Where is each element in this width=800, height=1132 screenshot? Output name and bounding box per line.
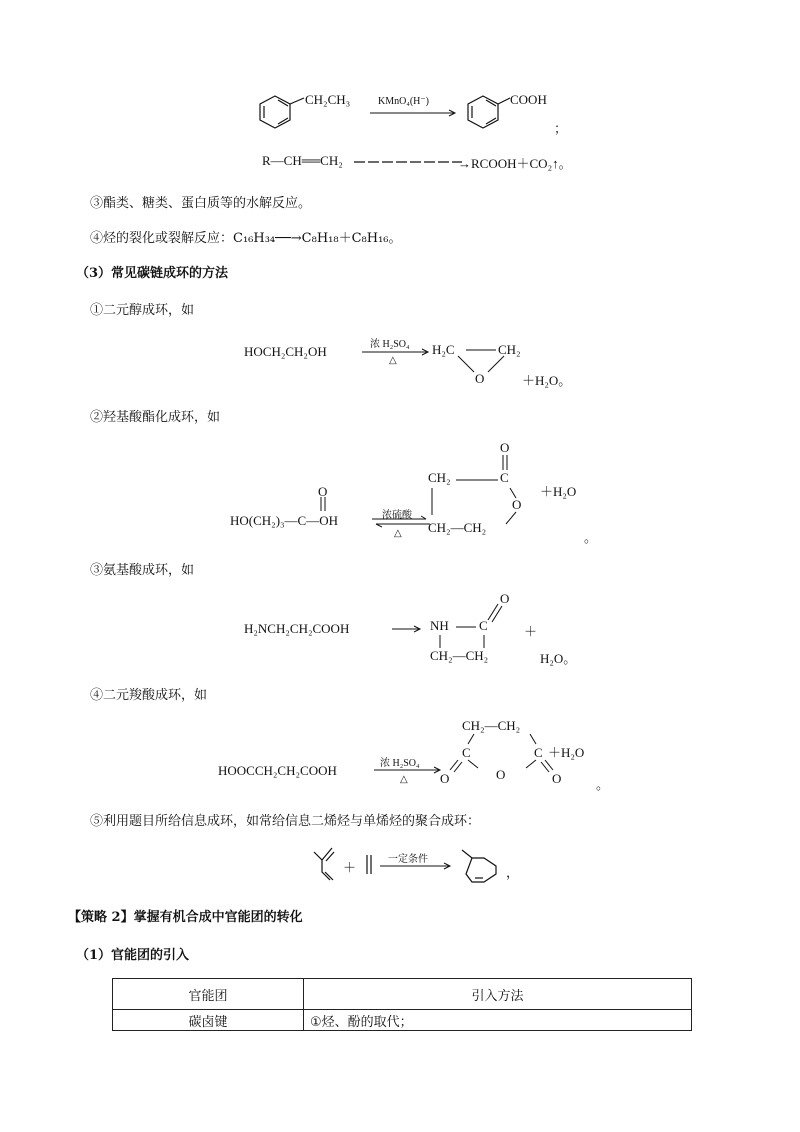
table-row <box>113 1010 692 1031</box>
rx4-ring-oxygen: O <box>496 767 506 782</box>
rx4-period: 。 <box>596 777 610 792</box>
alkene-structure <box>367 855 371 874</box>
carboxyl-group: COOH <box>510 92 547 107</box>
method-3-aminoacid: ③氨基酸成环，如 <box>90 563 195 578</box>
rx1-ring-oxygen: O <box>475 371 485 386</box>
rx2-reagent: 浓硫酸 <box>382 510 412 521</box>
alkene-products: →RCOOH＋CO₂↑。 <box>458 156 572 171</box>
table-header: 引入方法 <box>304 979 692 1010</box>
table-header-row <box>113 979 692 1010</box>
rx4-ring-carbon-right: C <box>534 745 543 760</box>
rx2-reactant: HO(CH₂)₃—C—OH <box>230 513 339 528</box>
item-cracking: ④烃的裂化或裂解反应：C₁₆H₃₄──→C₈H₁₈＋C₈H₁₆。 <box>90 231 402 246</box>
method-2-hydroxyacid: ②羟基酸酯化成环，如 <box>90 410 221 425</box>
rx2-water: ＋H₂O <box>540 484 577 499</box>
rx2-heat: △ <box>394 528 402 539</box>
oxidant-label: KMnO₄(H⁻) <box>378 96 429 107</box>
method-1-diol: ①二元醇成环，如 <box>90 303 195 318</box>
rx3-plus: ＋ <box>524 624 538 639</box>
rx2-ring-ch2-bottom: CH₂—CH₂ <box>428 520 487 535</box>
rx3-ring-nh: NH <box>430 618 449 633</box>
method-5-diels-alder: ⑤利用题目所给信息成环，如常给信息二烯烃与单烯烃的聚合成环： <box>90 814 481 829</box>
rx2-ring-oxygen: O <box>512 497 522 512</box>
alkene-reactant: R—CH══CH₂ <box>262 153 343 168</box>
rx4-ring-carbon-left: C <box>462 745 471 760</box>
rx2-ring-ch2-top: CH₂ <box>428 470 451 485</box>
rx2-carbonyl-o: O <box>318 484 328 499</box>
rx1-ring-c-left: H₂C <box>432 342 455 357</box>
cyclohexene-product <box>462 850 496 882</box>
rx4-reactant: HOOCCH₂CH₂COOH <box>218 763 337 778</box>
rx4-ring-top: CH₂—CH₂ <box>462 718 521 733</box>
rx3-water: H₂O。 <box>540 651 577 666</box>
rx1-ring-c-right: CH₂ <box>498 342 521 357</box>
rx5-plus: ＋ <box>343 860 357 875</box>
functional-group-table <box>112 978 692 1031</box>
rx2-ring-carbon: C <box>500 470 509 485</box>
rx5-condition: 一定条件 <box>388 854 428 865</box>
rx5-comma: ， <box>506 865 520 880</box>
diene-structure <box>314 848 334 880</box>
table-cell: 碳卤键 <box>113 1010 304 1031</box>
table-cell: ①烃、酚的取代； <box>304 1010 692 1031</box>
method-4-diacid: ④二元羧酸成环，如 <box>90 688 208 703</box>
rx1-heat: △ <box>389 355 397 366</box>
rx1-water: ＋H₂O。 <box>522 373 572 388</box>
rx3-carbonyl-o: O <box>500 591 510 606</box>
rx2-period: 。 <box>584 530 598 545</box>
rx1-reagent: 浓 H₂SO₄ <box>370 339 410 350</box>
rx4-water: ＋H₂O <box>548 745 585 760</box>
strategy-2-title: 【策略 2】掌握有机合成中官能团的转化 <box>68 910 303 925</box>
rx3-reactant: H₂NCH₂CH₂COOH <box>244 621 350 636</box>
rx3-ring-bottom: CH₂—CH₂ <box>430 648 489 663</box>
item-hydrolysis: ③酯类、糖类、蛋白质等的水解反应。 <box>90 196 312 211</box>
semicolon: ； <box>554 121 568 136</box>
strategy-2-subtitle: （1）官能团的引入 <box>76 948 190 963</box>
section-title: （3）常见碳链成环的方法 <box>76 266 229 281</box>
rx1-reactant: HOCH₂CH₂OH <box>244 344 327 359</box>
rx4-carbonyl-o-left: O <box>440 771 450 786</box>
rx4-heat: △ <box>400 774 408 785</box>
ethyl-group: CH₂CH₃ <box>305 92 351 107</box>
rx3-ring-carbon: C <box>479 618 488 633</box>
table-header: 官能团 <box>113 979 304 1010</box>
rx2-ring-carbonyl-o: O <box>500 440 510 455</box>
rx4-reagent: 浓 H₂SO₄ <box>380 758 420 769</box>
rx4-carbonyl-o-right: O <box>552 771 562 786</box>
